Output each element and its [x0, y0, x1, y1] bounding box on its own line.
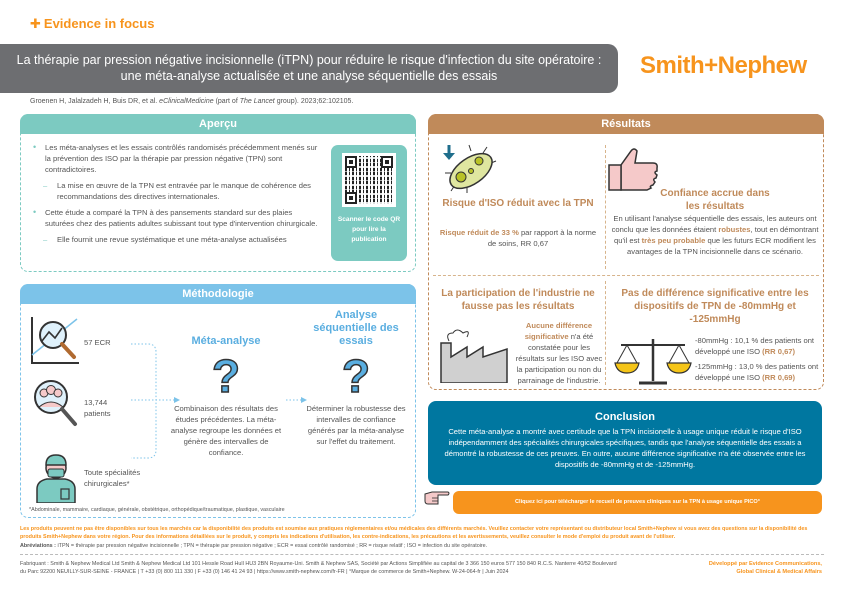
tsa-heading: Analyse séquentielle des essais — [313, 309, 399, 347]
result-title: Confiance accrue dans les résultats — [660, 188, 770, 212]
disclaimer: Les produits peuvent ne pas être disponibles sur tous les marchés car la disponibilité des produits est soumise aux pratiques réglementaires et/ou médicales des différents marchés. Veuillez contacter votre représentant ou distributeur local Smith+Nephew si vous avez des questions sur la disponibilité des produits Smith+Nephew dans votre région. Pour des informations détaillées sur le produit, y compris les indications d'utilisation, les contre-indications, les précautions et les avertissements, veuillez consulter le mode d'emploi du produit avant de l'utiliser. — [20, 526, 808, 540]
resultats-header: Résultats — [428, 114, 824, 134]
thumbs-up-icon — [607, 145, 659, 191]
divider — [605, 281, 606, 385]
resultats-panel — [428, 114, 824, 390]
evidence-tag: ✚ Evidence in focus — [30, 16, 155, 31]
pointing-hand-icon — [424, 490, 450, 506]
apercu-header: Aperçu — [20, 114, 416, 134]
meta-analysis-heading: Méta-analyse — [191, 335, 261, 347]
input-label: 13,744 patients — [84, 398, 111, 418]
question-mark-icon: ? — [341, 350, 371, 402]
apercu-list — [21, 134, 321, 245]
divider — [20, 554, 824, 555]
input-label: 57 ECR — [84, 338, 111, 347]
surgeon-icon — [35, 451, 77, 503]
result-title: Risque d'ISO réduit avec la TPN — [442, 198, 594, 209]
manufacturer-info: Fabriquant : Smith & Nephew Medical Ltd Smith & Nephew Medical Ltd 101 Hessle Road Hull HU3 2BN Royaume-Uni. Smith & Nephew SAS, Société par Actions Simplifiée au capital de 3 366 150 euros 577 150 840 R.C.S. Nanterre 40/52 Boulevard du Parc 92200 NEUILLY-SUR-SEINE - FRANCE | T +33 (0) 800 111 330 | F +33 (0) 146 41 24 93 | https://www.smith-nephew.com/fr-FR | °Marque de commerce de Smith+Nephew. W-24-064-fr | Juin 2024 — [20, 561, 617, 575]
smith-nephew-logo: Smith+Nephew — [640, 52, 807, 79]
result-text: En utilisant l'analyse séquentielle des essais, les auteurs ont conclu que les données étaient robustes, tout en démontrant qu'il est très peu probable que les futurs ECR modifient les avantages de la TPN incisionnelle dans ce scénario. — [611, 214, 819, 256]
result-title: Pas de différence significative entre les dispositifs de TPN de -80mmHg et -125mmHg — [621, 288, 809, 325]
list-item: • Les méta-analyses et les essais contrôlés randomisés précédemment menés sur la prévention des ISO par la thérapie par pression négative (TPN) sont contradictoires. — [31, 142, 321, 175]
result-text: Aucune différence significative n'a été constatée pour les résultats sur les ISO avec la participation ou non du parrainage de l'industrie. — [515, 321, 603, 385]
methodologie-panel — [20, 284, 416, 518]
result-text: -80mmHg : 10,1 % des patients ont développé une ISO (RR 0,67) — [695, 336, 815, 356]
tsa-desc: Déterminer la robustesse des intervalles de confiance générés par la méta-analyse sur l'effet du traitement. — [306, 404, 406, 446]
citation: Groenen H, Jalalzadeh H, Buis DR, et al. eClinicalMedicine (part of The Lancet group). 2023;62:102105. — [30, 98, 354, 105]
page-title: La thérapie par pression négative incisionnelle (iTPN) pour réduire le risque d'infection du site opératoire : une méta-analyse actualisée et une analyse séquentielle des essais — [0, 44, 618, 93]
qr-caption: Scanner le code QR pour lire la publication — [337, 216, 401, 243]
balance-scale-icon — [613, 337, 693, 387]
divider — [605, 145, 606, 269]
result-title: La participation de l'industrie ne fausse pas les résultats — [441, 288, 595, 312]
question-mark-icon: ? — [211, 350, 241, 402]
list-item: – Elle fournit une revue systématique et une méta-analyse actualisées — [31, 234, 321, 245]
download-evidence-button[interactable]: Cliquez ici pour télécharger le recueil de preuves cliniques sur la TPN à usage unique PICO° — [453, 491, 822, 514]
developed-by: Développé par Evidence Communications, Global Clinical & Medical Affairs — [708, 561, 822, 575]
result-text: -125mmHg : 13,0 % des patients ont développé une ISO (RR 0,69) — [695, 362, 819, 382]
conclusion-title: Conclusion — [595, 411, 655, 423]
footnote: *Abdominale, mammaire, cardiaque, générale, obstétrique, orthopédique/traumatique, plastique, vasculaire — [29, 507, 285, 513]
abbreviations: Abréviations : iTPN = thérapie par pression négative incisionnelle ; TPN = thérapie par pression négative ; ECR = essai contrôlé randomisé ; RR = risque relatif ; ISO = infection du site opératoire. — [20, 543, 488, 549]
list-item: • Cette étude a comparé la TPN à des pansements standard sur des plaies suturées chez des patients adultes subissant tout type d'intervention chirurgicale. — [31, 207, 321, 229]
conclusion-text: Cette méta-analyse a montré avec certitude que la TPN incisionelle à usage unique réduit le risque d'ISO indépendamment des spécialités chirurgicales spécifiques, tandis que l'analyse séquentielle des essais a démontré la robustesse de ces preuves. En outre, aucune différence significative n'a été observée entre les dispositifs de -80mmHg et de -125mmHg. — [444, 427, 806, 469]
methodologie-header: Méthodologie — [20, 284, 416, 304]
qr-card[interactable] — [331, 145, 407, 261]
result-text: Risque réduit de 33 % par rapport à la norme de soins, RR 0,67 — [439, 228, 597, 248]
factory-icon — [437, 327, 509, 383]
plus-icon: ✚ — [30, 16, 41, 31]
input-label: Toute spécialités chirurgicales* — [84, 468, 141, 488]
divider — [433, 275, 819, 276]
list-item: – La mise en œuvre de la TPN est entravée par le manque de cohérence des recommandations des directives internationales. — [31, 180, 321, 202]
qr-code-icon[interactable] — [342, 153, 396, 207]
chart-magnifier-icon — [29, 315, 81, 367]
bacteria-down-icon — [441, 143, 497, 193]
people-magnifier-icon — [31, 377, 79, 429]
apercu-panel — [20, 114, 416, 272]
conclusion-panel — [428, 401, 822, 485]
meta-analysis-desc: Combinaison des résultats des études précédentes. La méta-analyse regroupe les données et génère des intervalles de confiance. — [170, 404, 282, 457]
